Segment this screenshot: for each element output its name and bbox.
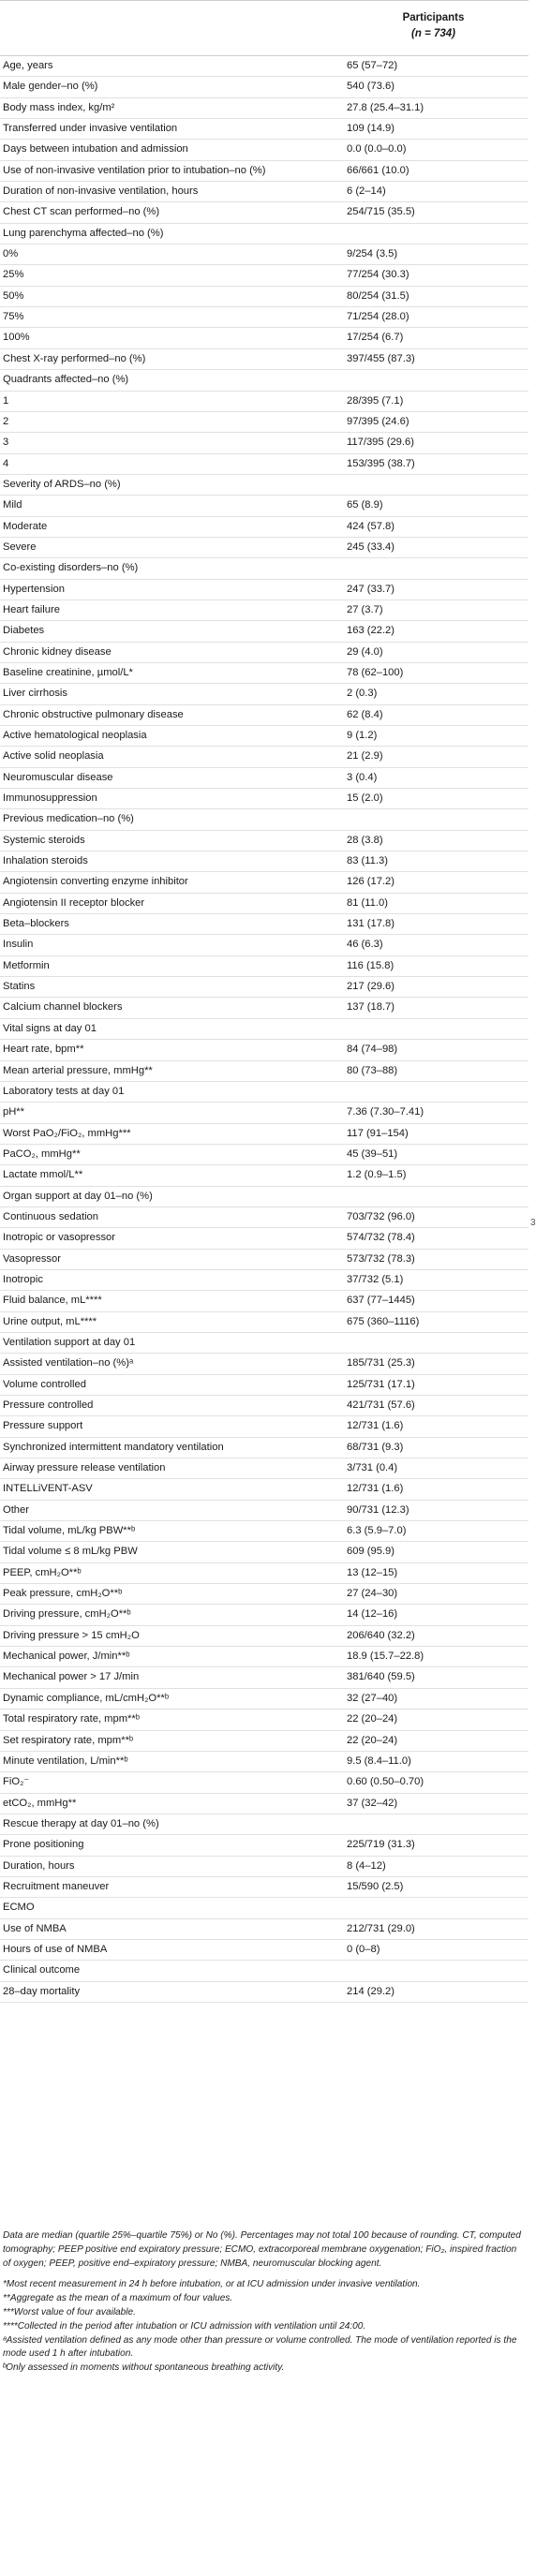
row-label: Moderate	[3, 520, 48, 532]
table-row	[0, 538, 529, 558]
row-value: 153/395 (38.7)	[347, 457, 415, 469]
table-row	[0, 1291, 529, 1311]
row-value: 65 (57–72)	[347, 60, 398, 71]
row-label: 2	[3, 415, 9, 427]
row-value: 117/395 (29.6)	[347, 437, 414, 449]
table-row	[0, 1919, 529, 1940]
table-row	[0, 224, 529, 244]
row-label: Peak pressure, cmH₂O**ᵇ	[3, 1588, 123, 1600]
row-label: Minute ventilation, L/min**ᵇ	[3, 1754, 128, 1767]
row-label: Continuous sedation	[3, 1210, 99, 1222]
table-row	[0, 287, 529, 307]
table-row	[0, 1667, 529, 1688]
table-row	[0, 1605, 529, 1625]
table-row	[0, 1772, 529, 1793]
row-label: Synchronized intermittent mandatory ventilation	[3, 1441, 224, 1453]
row-label: Chronic obstructive pulmonary disease	[3, 708, 184, 720]
row-value: 18.9 (15.7–22.8)	[347, 1651, 424, 1663]
row-value: 225/719 (31.3)	[347, 1839, 415, 1851]
row-value: 37 (32–42)	[347, 1797, 398, 1809]
row-label: Mechanical power, J/min**ᵇ	[3, 1651, 130, 1663]
row-label: Days between intubation and admission	[3, 143, 188, 155]
row-value: 46 (6.3)	[347, 939, 383, 951]
table-row	[0, 809, 529, 830]
row-value: 22 (20–24)	[347, 1734, 398, 1746]
table-row	[0, 307, 529, 328]
row-label: Diabetes	[3, 625, 45, 637]
row-value: 32 (27–40)	[347, 1692, 398, 1704]
row-value: 675 (360–1116)	[347, 1315, 420, 1327]
row-value: 185/731 (25.3)	[347, 1357, 415, 1369]
row-value: 109 (14.9)	[347, 123, 395, 135]
row-label: Statins	[3, 981, 36, 993]
row-label: Fluid balance, mL****	[3, 1295, 102, 1307]
table-row	[0, 705, 529, 726]
row-value: 131 (17.8)	[347, 918, 395, 930]
table-row	[0, 1479, 529, 1500]
table-row	[0, 1689, 529, 1710]
row-label: Male gender–no (%)	[3, 81, 98, 93]
row-label: Lung parenchyma affected–no (%)	[3, 227, 164, 239]
table-row	[0, 558, 529, 579]
row-label: ECMO	[3, 1902, 35, 1914]
row-label: 0%	[3, 248, 19, 260]
row-value: 65 (8.9)	[347, 499, 383, 511]
table-row	[0, 726, 529, 747]
row-label: Metformin	[3, 959, 50, 971]
row-value: 424 (57.8)	[347, 520, 395, 532]
row-value: 0.60 (0.50–0.70)	[347, 1776, 424, 1788]
row-label: Co-existing disorders–no (%)	[3, 562, 139, 574]
table-row	[0, 1082, 529, 1103]
row-label: Mild	[3, 499, 22, 511]
table-row	[0, 956, 529, 977]
table-row	[0, 643, 529, 663]
row-label: Urine output, mL****	[3, 1315, 97, 1327]
row-value: 6 (2–14)	[347, 185, 386, 198]
row-value: 573/732 (78.3)	[347, 1252, 415, 1265]
row-label: INTELLiVENT-ASV	[3, 1483, 93, 1495]
row-label: Duration of non-invasive ventilation, hours	[3, 185, 199, 198]
row-label: Tidal volume, mL/kg PBW**ᵇ	[3, 1525, 136, 1537]
footnote-4: ****Collected in the period after intubation or ICU admission with ventilation until 24:00.	[3, 2320, 366, 2332]
table-row	[0, 1061, 529, 1082]
row-label: Immunosuppression	[3, 792, 97, 805]
table-row	[0, 1270, 529, 1291]
table-row	[0, 1207, 529, 1228]
row-label: etCO₂, mmHg**	[3, 1797, 77, 1809]
row-value: 214 (29.2)	[347, 1985, 395, 1997]
table-row	[0, 831, 529, 851]
row-value: 3 (0.4)	[347, 771, 378, 783]
table-row	[0, 1898, 529, 1918]
row-value: 247 (33.7)	[347, 583, 395, 595]
row-value: 125/731 (17.1)	[347, 1378, 415, 1390]
table-row	[0, 1312, 529, 1333]
row-value: 540 (73.6)	[347, 81, 395, 93]
table-row	[0, 747, 529, 767]
row-label: Active solid neoplasia	[3, 750, 104, 762]
table-row	[0, 1396, 529, 1416]
row-label: Inhalation steroids	[3, 855, 88, 867]
row-label: 50%	[3, 289, 24, 302]
row-label: Hypertension	[3, 583, 65, 595]
row-value: 28/395 (7.1)	[347, 394, 404, 407]
row-value: 397/455 (87.3)	[347, 352, 415, 364]
table-row	[0, 1794, 529, 1814]
row-value: 29 (4.0)	[347, 645, 383, 658]
row-value: 21 (2.9)	[347, 750, 383, 762]
table-row	[0, 894, 529, 914]
row-label: Active hematological neoplasia	[3, 730, 147, 741]
table-row	[0, 600, 529, 621]
row-label: Body mass index, kg/m²	[3, 101, 115, 113]
row-label: Severe	[3, 540, 37, 553]
table-row	[0, 1584, 529, 1605]
row-value: 0 (0–8)	[347, 1943, 380, 1955]
row-value: 77/254 (30.3)	[347, 269, 409, 281]
header-participants	[347, 10, 520, 42]
row-value: 22 (20–24)	[347, 1713, 398, 1725]
row-value: 17/254 (6.7)	[347, 332, 404, 344]
header-col2-n: (n = 734)	[411, 28, 455, 39]
row-label: Assisted ventilation–no (%)ᵃ	[3, 1357, 134, 1369]
row-value: 90/731 (12.3)	[347, 1503, 409, 1516]
row-label: Other	[3, 1503, 29, 1516]
table-row	[0, 663, 529, 684]
table-row	[0, 161, 529, 182]
row-value: 0.0 (0.0–0.0)	[347, 143, 407, 155]
row-label: Neuromuscular disease	[3, 771, 113, 783]
table-row	[0, 1752, 529, 1772]
row-label: Vital signs at day 01	[3, 1022, 97, 1034]
row-label: Recruitment maneuver	[3, 1880, 110, 1892]
table-row	[0, 1626, 529, 1647]
table-row	[0, 1814, 529, 1835]
table-row	[0, 789, 529, 809]
row-value: 1.2 (0.9–1.5)	[347, 1169, 407, 1181]
table-row	[0, 1250, 529, 1270]
table-row	[0, 1563, 529, 1584]
row-value: 12/731 (1.6)	[347, 1483, 404, 1495]
table-row	[0, 1710, 529, 1730]
table-row	[0, 119, 529, 140]
table-row	[0, 1187, 529, 1207]
table-row	[0, 475, 529, 496]
table-row	[0, 77, 529, 97]
row-label: PEEP, cmH₂O**ᵇ	[3, 1566, 82, 1578]
table-row	[0, 140, 529, 160]
row-label: Driving pressure > 15 cmH₂O	[3, 1629, 140, 1641]
row-value: 27.8 (25.4–31.1)	[347, 101, 424, 113]
row-label: PaCO₂, mmHg**	[3, 1147, 81, 1160]
table-row	[0, 872, 529, 893]
table-row	[0, 349, 529, 370]
footnote-5: ᵃAssisted ventilation defined as any mode other than pressure or volume controlled. The mode of ventilation reported is the mode used 1 h after intubation.	[3, 2334, 517, 2360]
row-value: 80/254 (31.5)	[347, 289, 409, 302]
row-value: 137 (18.7)	[347, 1001, 395, 1014]
row-value: 45 (39–51)	[347, 1147, 398, 1160]
row-value: 2 (0.3)	[347, 688, 378, 700]
row-value: 9.5 (8.4–11.0)	[347, 1754, 411, 1767]
row-value: 71/254 (28.0)	[347, 311, 409, 323]
row-label: 28–day mortality	[3, 1985, 81, 1997]
table-notes	[3, 2229, 524, 2376]
table-row	[0, 1165, 529, 1186]
row-value: 12/731 (1.6)	[347, 1420, 404, 1432]
footnote-3: ***Worst value of four available.	[3, 2306, 136, 2317]
table-row	[0, 392, 529, 412]
table-row	[0, 1103, 529, 1123]
edge-mark: 3	[530, 1218, 536, 1228]
table-row	[0, 580, 529, 600]
row-label: FiO₂⁻	[3, 1776, 30, 1788]
row-value: 13 (12–15)	[347, 1566, 398, 1578]
row-label: Set respiratory rate, mpm**ᵇ	[3, 1734, 134, 1746]
table-row	[0, 1040, 529, 1060]
header-col2-title: Participants	[402, 12, 465, 23]
table-row	[0, 1982, 529, 2003]
row-value: 245 (33.4)	[347, 540, 395, 553]
row-value: 381/640 (59.5)	[347, 1671, 415, 1683]
row-value: 206/640 (32.2)	[347, 1629, 415, 1641]
table-row	[0, 621, 529, 642]
row-label: Ventilation support at day 01	[3, 1336, 136, 1348]
row-value: 609 (95.9)	[347, 1546, 395, 1558]
row-value: 8 (4–12)	[347, 1859, 386, 1872]
row-label: Airway pressure release ventilation	[3, 1462, 166, 1474]
row-label: pH**	[3, 1106, 25, 1118]
row-label: Vasopressor	[3, 1252, 61, 1265]
row-label: Inotropic	[3, 1273, 43, 1285]
row-label: Rescue therapy at day 01–no (%)	[3, 1817, 159, 1829]
row-label: Driving pressure, cmH₂O**ᵇ	[3, 1608, 131, 1621]
row-label: Tidal volume ≤ 8 mL/kg PBW	[3, 1546, 138, 1558]
row-label: 75%	[3, 311, 24, 323]
row-value: 97/395 (24.6)	[347, 415, 409, 427]
table-row	[0, 998, 529, 1018]
table-row	[0, 684, 529, 704]
table-row	[0, 1857, 529, 1877]
table-row	[0, 1877, 529, 1898]
row-label: Quadrants affected–no (%)	[3, 374, 129, 386]
row-value: 66/661 (10.0)	[347, 164, 409, 176]
row-label: Age, years	[3, 60, 53, 71]
table-row	[0, 182, 529, 202]
row-label: Severity of ARDS–no (%)	[3, 478, 121, 490]
row-value: 7.36 (7.30–7.41)	[347, 1106, 424, 1118]
table-row	[0, 202, 529, 223]
row-label: Mechanical power > 17 J/min	[3, 1671, 140, 1683]
row-label: Volume controlled	[3, 1378, 86, 1390]
row-label: Worst PaO₂/FiO₂, mmHg***	[3, 1127, 131, 1139]
row-value: 84 (74–98)	[347, 1044, 398, 1056]
row-label: 4	[3, 457, 9, 469]
row-value: 15 (2.0)	[347, 792, 383, 805]
table-row	[0, 1731, 529, 1752]
row-value: 421/731 (57.6)	[347, 1399, 415, 1411]
table-row	[0, 1416, 529, 1437]
row-value: 37/732 (5.1)	[347, 1273, 404, 1285]
table-row	[0, 1501, 529, 1521]
row-value: 62 (8.4)	[347, 708, 383, 720]
row-label: Transferred under invasive ventilation	[3, 123, 178, 135]
table-row	[0, 851, 529, 872]
table-row	[0, 1438, 529, 1458]
table-row	[0, 1375, 529, 1396]
table-row	[0, 1835, 529, 1856]
table-row	[0, 1647, 529, 1667]
row-label: Angiotensin II receptor blocker	[3, 896, 145, 909]
row-value: 28 (3.8)	[347, 834, 383, 846]
row-value: 15/590 (2.5)	[347, 1880, 404, 1892]
table-row	[0, 328, 529, 348]
row-value: 117 (91–154)	[347, 1127, 409, 1139]
row-label: Pressure controlled	[3, 1399, 94, 1411]
row-value: 14 (12–16)	[347, 1608, 398, 1621]
row-label: Calcium channel blockers	[3, 1001, 123, 1014]
row-value: 81 (11.0)	[347, 896, 388, 909]
table-row	[0, 1145, 529, 1165]
row-label: Chronic kidney disease	[3, 645, 112, 658]
table-row	[0, 1940, 529, 1961]
table-row	[0, 768, 529, 789]
row-label: Heart rate, bpm**	[3, 1044, 84, 1056]
table-row	[0, 935, 529, 955]
row-label: Use of NMBA	[3, 1922, 67, 1934]
table-row	[0, 265, 529, 286]
row-label: Prone positioning	[3, 1839, 84, 1851]
table-row	[0, 244, 529, 265]
row-value: 80 (73–88)	[347, 1064, 398, 1076]
row-value: 254/715 (35.5)	[347, 206, 415, 218]
row-label: Use of non-invasive ventilation prior to intubation–no (%)	[3, 164, 266, 176]
table-row	[0, 370, 529, 391]
row-value: 217 (29.6)	[347, 981, 395, 993]
row-label: 3	[3, 437, 9, 449]
table-row	[0, 1458, 529, 1479]
row-value: 68/731 (9.3)	[347, 1441, 404, 1453]
row-label: Systemic steroids	[3, 834, 85, 846]
row-label: Baseline creatinine, µmol/L*	[3, 666, 133, 678]
table-row	[0, 98, 529, 119]
footnote-1: *Most recent measurement in 24 h before intubation, or at ICU admission under invasive ventilation.	[3, 2279, 421, 2290]
row-label: Angiotensin converting enzyme inhibitor	[3, 876, 188, 888]
row-label: Duration, hours	[3, 1859, 75, 1872]
table-row	[0, 496, 529, 516]
table-row	[0, 1333, 529, 1354]
table-row	[0, 914, 529, 935]
row-value: 637 (77–1445)	[347, 1295, 415, 1307]
table-row	[0, 1521, 529, 1542]
row-label: Beta–blockers	[3, 918, 69, 930]
row-label: Previous medication–no (%)	[3, 813, 134, 825]
row-value: 27 (3.7)	[347, 603, 383, 615]
row-label: Clinical outcome	[3, 1964, 81, 1976]
row-label: Lactate mmol/L**	[3, 1169, 83, 1181]
row-label: Organ support at day 01–no (%)	[3, 1190, 153, 1202]
row-label: Pressure support	[3, 1420, 83, 1432]
row-value: 163 (22.2)	[347, 625, 395, 637]
row-value: 9 (1.2)	[347, 730, 378, 741]
row-label: Total respiratory rate, mpm**ᵇ	[3, 1713, 140, 1725]
table-row	[0, 412, 529, 433]
footnote-6: ᵇOnly assessed in moments without spontaneous breathing activity.	[3, 2362, 285, 2374]
table-row	[0, 56, 529, 77]
notes-main: Data are median (quartile 25%–quartile 75%) or No (%). Percentages may not total 100 because of rounding. CT, computed tomography; PEEP positive end expiratory pressure; ECMO, extracorporeal membrane oxygenation; FiO₂, inspired fraction of oxygen; PEEP, positive end–expiratory pressure; NMBA, neuromuscular blocking agent.	[3, 2230, 521, 2269]
row-value: 212/731 (29.0)	[347, 1922, 415, 1934]
table-row	[0, 1961, 529, 1981]
row-label: Liver cirrhosis	[3, 688, 68, 700]
row-value: 3/731 (0.4)	[347, 1462, 398, 1474]
table-row	[0, 1124, 529, 1145]
row-value: 116 (15.8)	[347, 959, 395, 971]
row-label: Chest CT scan performed–no (%)	[3, 206, 160, 218]
row-label: Hours of use of NMBA	[3, 1943, 108, 1955]
table-body	[0, 56, 529, 2003]
row-label: Dynamic compliance, mL/cmH₂O**ᵇ	[3, 1692, 170, 1704]
row-label: Insulin	[3, 939, 34, 951]
table-row	[0, 454, 529, 475]
row-label: 100%	[3, 332, 30, 344]
footnote-2: **Aggregate as the mean of a maximum of four values.	[3, 2293, 233, 2304]
row-label: Laboratory tests at day 01	[3, 1085, 125, 1097]
row-value: 78 (62–100)	[347, 666, 404, 678]
row-label: Mean arterial pressure, mmHg**	[3, 1064, 153, 1076]
table-row	[0, 1228, 529, 1249]
row-value: 27 (24–30)	[347, 1588, 398, 1600]
row-value: 6.3 (5.9–7.0)	[347, 1525, 407, 1537]
table-row	[0, 1542, 529, 1562]
table-header	[0, 0, 529, 56]
row-value: 703/732 (96.0)	[347, 1210, 415, 1222]
row-value: 574/732 (78.4)	[347, 1232, 415, 1244]
table-row	[0, 433, 529, 453]
row-label: Heart failure	[3, 603, 60, 615]
row-label: 25%	[3, 269, 24, 281]
table-row	[0, 517, 529, 538]
row-value: 126 (17.2)	[347, 876, 395, 888]
table-row	[0, 977, 529, 998]
row-value: 83 (11.3)	[347, 855, 388, 867]
row-label: Inotropic or vasopressor	[3, 1232, 116, 1244]
row-label: 1	[3, 394, 9, 407]
table-row	[0, 1019, 529, 1040]
row-value: 9/254 (3.5)	[347, 248, 398, 260]
row-label: Chest X-ray performed–no (%)	[3, 352, 146, 364]
table-row	[0, 1354, 529, 1374]
